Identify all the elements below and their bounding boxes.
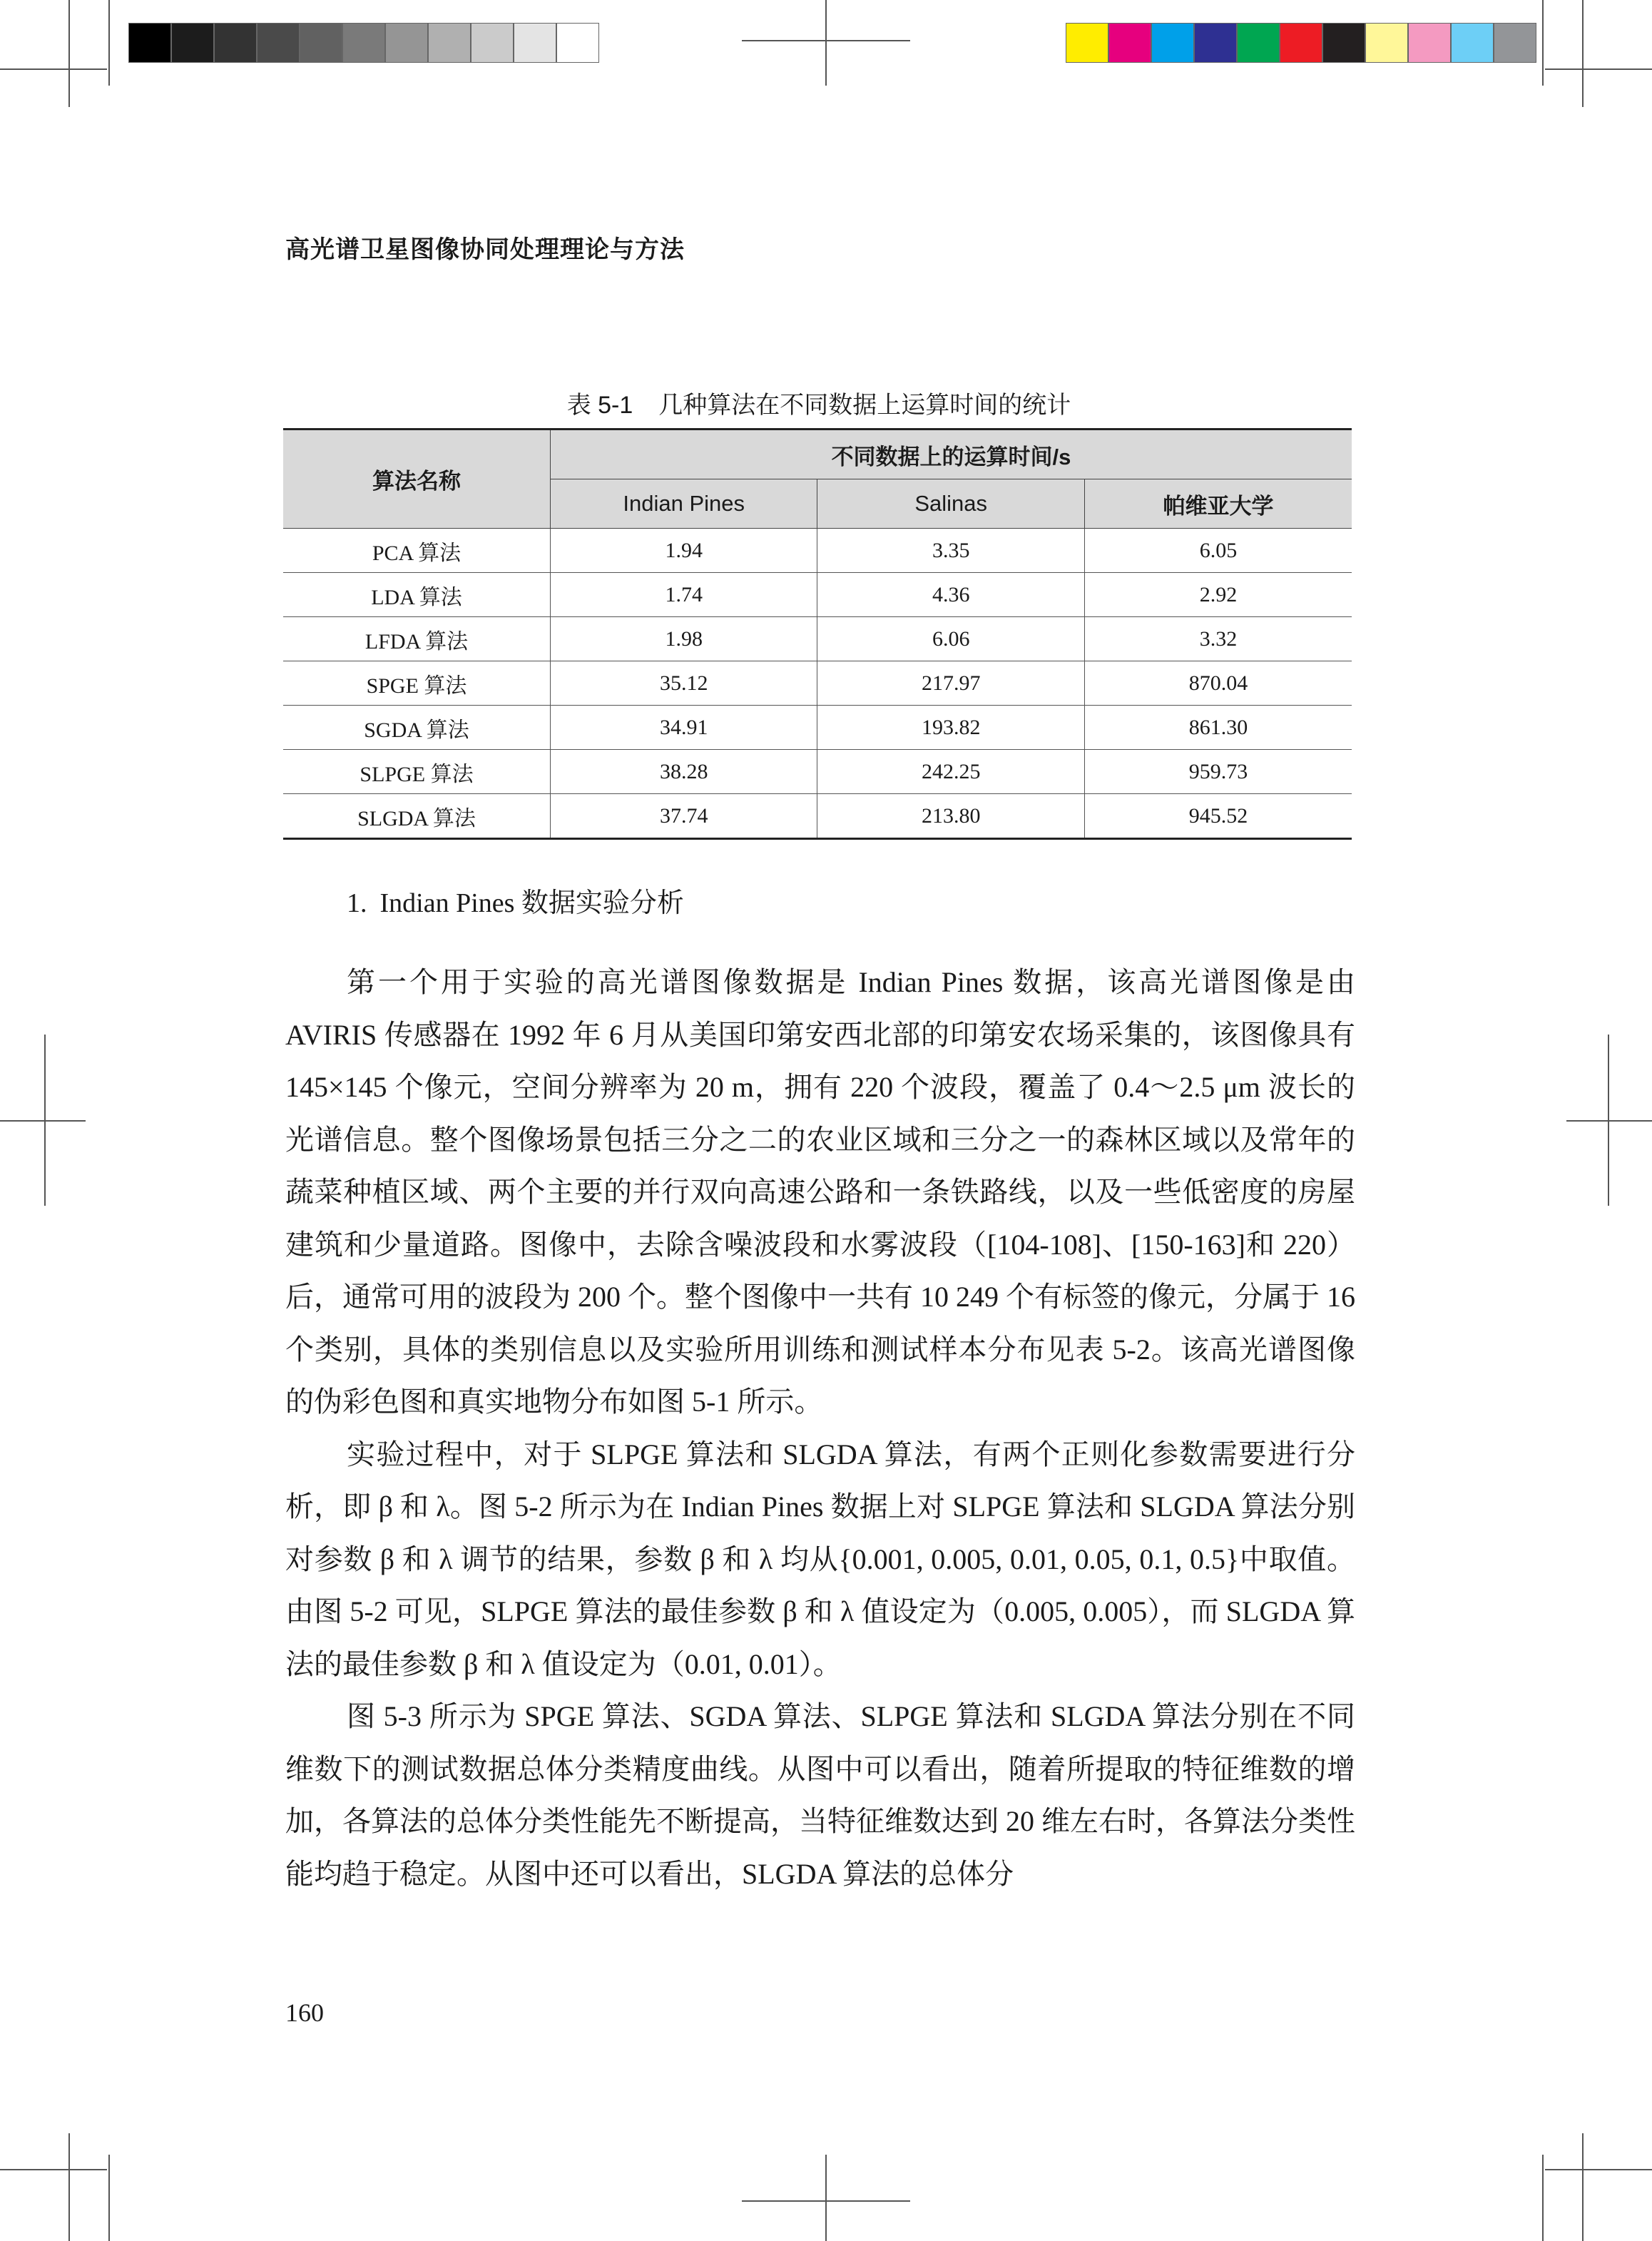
- runtime-value-cell: 2.92: [1084, 573, 1352, 617]
- algorithm-name-cell: SPGE 算法: [283, 661, 550, 706]
- runtime-value-cell: 242.25: [817, 750, 1084, 794]
- runtime-value-cell: 213.80: [817, 794, 1084, 839]
- table-row: [283, 794, 1352, 839]
- runtime-value-cell: 861.30: [1084, 706, 1352, 750]
- paragraph: 第一个用于实验的高光谱图像数据是 Indian Pines 数据，该高光谱图像是由 AVIRIS 传感器在 1992 年 6 月从美国印第安西北部的印第安农场采集的，该图像具有 145×145 个像元，空间分辨率为 20 m，拥有 220 个波段，覆盖了 0.4～2.5 μm 波长的光谱信息。整个图像场景包括三分之二的农业区域和三分之一的森林区域以及常年的蔬菜种植区域、两个主要的并行双向高速公路和一条铁路线，以及一些低密度的房屋建筑和少量道路。图像中，去除含噪波段和水雾波段（[104-108]、[150-163]和 220）后，通常可用的波段为 200 个。整个图像中一共有 10 249 个有标签的像元，分属于 16 个类别，具体的类别信息以及实验所用训练和测试样本分布见表 5-2。该高光谱图像的伪彩色图和真实地物分布如图 5-1 所示。: [285, 966, 1355, 1418]
- color-swatch: [1108, 23, 1151, 63]
- color-swatch: [385, 23, 428, 63]
- running-header: 高光谱卫星图像协同处理理论与方法: [285, 237, 685, 263]
- table-caption: [285, 385, 1352, 420]
- color-swatch: [1151, 23, 1194, 63]
- section-index: 1.: [347, 888, 367, 918]
- table-header-row: [283, 430, 1352, 479]
- table-row: [283, 529, 1352, 573]
- algorithm-name-cell: SGDA 算法: [283, 706, 550, 750]
- header-runtime-group: 不同数据上的运算时间/s: [550, 430, 1352, 479]
- runtime-value-cell: 1.98: [550, 617, 817, 661]
- color-swatch: [514, 23, 556, 63]
- color-swatch: [1408, 23, 1451, 63]
- algorithm-name-cell: SLGDA 算法: [283, 794, 550, 839]
- table-row: [283, 617, 1352, 661]
- process-color-bar: [1066, 23, 1536, 63]
- runtime-value-cell: 1.94: [550, 529, 817, 573]
- header-dataset-pavia-university: 帕维亚大学: [1084, 479, 1352, 529]
- runtime-table: [283, 428, 1352, 840]
- table-row: [283, 750, 1352, 794]
- header-algorithm-name: 算法名称: [283, 430, 550, 529]
- color-swatch: [257, 23, 300, 63]
- runtime-value-cell: 1.74: [550, 573, 817, 617]
- table-row: [283, 661, 1352, 706]
- runtime-value-cell: 193.82: [817, 706, 1084, 750]
- runtime-value-cell: 6.06: [817, 617, 1084, 661]
- color-swatch: [171, 23, 214, 63]
- color-swatch: [428, 23, 471, 63]
- color-swatch: [342, 23, 385, 63]
- color-swatch: [1451, 23, 1494, 63]
- paragraph: 图 5-3 所示为 SPGE 算法、SGDA 算法、SLPGE 算法和 SLGDA 算法分别在不同维数下的测试数据总体分类精度曲线。从图中可以看出，随着所提取的特征维数的增加，各算法的总体分类性能先不断提高，当特征维数达到 20 维左右时，各算法分类性能均趋于稳定。从图中还可以看出，SLGDA 算法的总体分: [285, 1700, 1355, 1890]
- color-swatch: [556, 23, 599, 63]
- color-swatch: [128, 23, 171, 63]
- runtime-value-cell: 38.28: [550, 750, 817, 794]
- color-swatch: [1237, 23, 1280, 63]
- runtime-value-cell: 35.12: [550, 661, 817, 706]
- section-title: Indian Pines 数据实验分析: [379, 888, 684, 918]
- paragraph: 实验过程中，对于 SLPGE 算法和 SLGDA 算法，有两个正则化参数需要进行分析，即 β 和 λ。图 5-2 所示为在 Indian Pines 数据上对 SLPGE 算法和 SLGDA 算法分别对参数 β 和 λ 调节的结果，参数 β 和 λ 均从{0.001, 0.005, 0.01, 0.05, 0.1, 0.5}中取值。由图 5-2 可见，SLPGE 算法的最佳参数 β 和 λ 值设定为（0.005, 0.005），而 SLGDA 算法的最佳参数 β 和 λ 值设定为（0.01, 0.01）。: [285, 1438, 1355, 1680]
- section-heading: [347, 880, 684, 920]
- algorithm-name-cell: PCA 算法: [283, 529, 550, 573]
- grayscale-color-bar: [128, 23, 599, 63]
- runtime-value-cell: 959.73: [1084, 750, 1352, 794]
- color-swatch: [471, 23, 514, 63]
- color-swatch: [1365, 23, 1408, 63]
- table-row: [283, 573, 1352, 617]
- table-caption-number: 表 5-1: [566, 392, 633, 419]
- color-swatch: [1494, 23, 1536, 63]
- color-swatch: [1194, 23, 1237, 63]
- color-swatch: [300, 23, 342, 63]
- body-text: [285, 956, 1355, 1900]
- runtime-value-cell: 3.35: [817, 529, 1084, 573]
- runtime-value-cell: 4.36: [817, 573, 1084, 617]
- table-row: [283, 706, 1352, 750]
- runtime-value-cell: 34.91: [550, 706, 817, 750]
- header-dataset-salinas: Salinas: [817, 479, 1084, 529]
- header-dataset-indian-pines: Indian Pines: [550, 479, 817, 529]
- color-swatch: [214, 23, 257, 63]
- color-swatch: [1280, 23, 1322, 63]
- page-number: 160: [285, 1998, 324, 2027]
- runtime-value-cell: 945.52: [1084, 794, 1352, 839]
- algorithm-name-cell: LFDA 算法: [283, 617, 550, 661]
- color-swatch: [1066, 23, 1108, 63]
- table-caption-title: 几种算法在不同数据上运算时间的统计: [658, 392, 1071, 419]
- color-swatch: [1322, 23, 1365, 63]
- algorithm-name-cell: SLPGE 算法: [283, 750, 550, 794]
- runtime-value-cell: 870.04: [1084, 661, 1352, 706]
- runtime-value-cell: 6.05: [1084, 529, 1352, 573]
- runtime-value-cell: 37.74: [550, 794, 817, 839]
- runtime-value-cell: 217.97: [817, 661, 1084, 706]
- runtime-value-cell: 3.32: [1084, 617, 1352, 661]
- algorithm-name-cell: LDA 算法: [283, 573, 550, 617]
